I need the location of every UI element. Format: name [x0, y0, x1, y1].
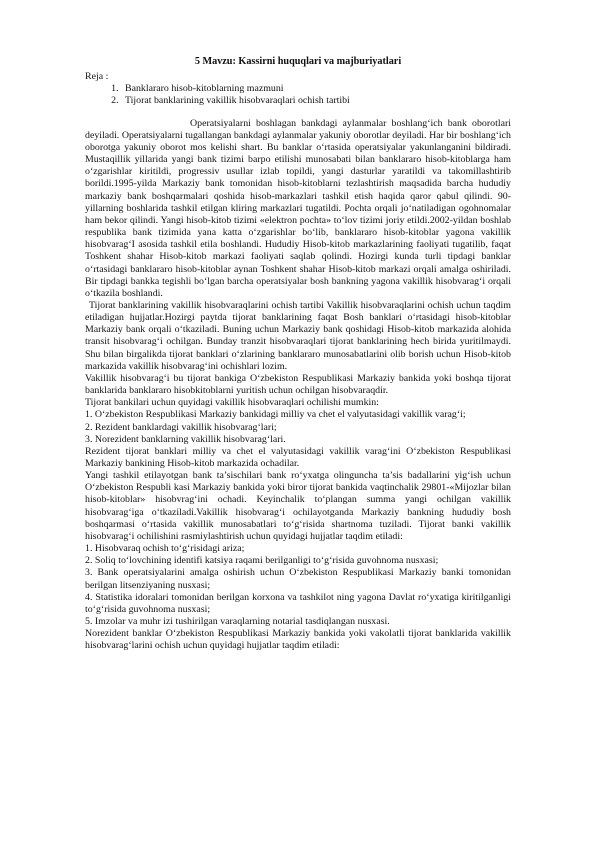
list-item: 2. Rezident banklardagi vakillik hisobvarag‘lari;	[85, 421, 277, 433]
plan-item: 1. Banklararo hisob-kitoblarning mazmuni	[121, 83, 511, 95]
plan-label: Reja :	[85, 71, 109, 83]
body-paragraph: Rezident tijorat banklari milliy va chet el valyutasidagi vakillik varag‘ini O‘zbekiston Respublikasi Markaziy bankining Hisob-kitob markazida ochadilar.	[85, 445, 511, 469]
body-paragraph: Yangi tashkil etilayotgan bank ta’sischilari bank ro‘yxatga olinguncha ta’sis badallarini yig‘ish uchun O‘zbekiston Respubli kasi Markaziy bankida yoki biror tijorat bankida vaqtinchalik 29801-«Mijozlar bilan hisob-kitoblar» hisobvrag‘ini ochadi. Keyinchalik to‘plangan summa yangi ochilgan vakillik hisobvarag‘iga o‘tkaziladi.Vakillik hisobvarag‘i ochilayotganda Markaziy bankning hududiy bosh boshqarmasi o‘rtasida vakillik munosabatlari to‘g‘risida shartnoma tuziladi. Tijorat banki vakillik hisobvarag‘i ochilishini rasmiylashtirish uchun quyidagi hujjatlar taqdim etiladi:	[85, 470, 511, 542]
body-paragraph: Tijorat banklarining vakillik hisobvaraqlarini ochish tartibi Vakillik hisobvaraqlarini ochish uchun taqdim etiladigan hujjatlar.Hozirgi paytda tijorat banklarining faqat Bosh banklari o‘rtasidagi hisob-kitoblar Markaziy bank orqali o‘tkaziladi. Buning uchun Markaziy bank qoshidagi Hisob-kitob markazida alohida transit hisobvarag‘i ochilgan. Bunday tranzit hisobvaraqlari tijorat banklarining hech birida yuritilmaydi. Shu bilan birgalikda tijorat banklari o‘zlarining banklararo munosabatlarini olib borish uchun Hisob-kitob markazida vakillik hisobvarag‘ini ochishlari lozim.	[85, 299, 511, 372]
body-paragraph: Norezident banklar O‘zbekiston Respublikasi Markaziy bankida yoki vakolatli tijorat banklarida vakillik hisobvarag‘larini ochish uchun quyidagi hujjatlar taqdim etiladi:	[85, 628, 511, 652]
list-item: 3. Norezident banklarning vakillik hisobvarag‘lari.	[85, 433, 286, 445]
list-item: 5. Imzolar va muhr izi tushirilgan varaqlarning notarial tasdiqlangan nusxasi.	[85, 616, 390, 628]
plan-list	[85, 83, 511, 107]
list-item: 3. Bank operatsiyalarini amalga oshirish uchun O‘zbekiston Respublikasi Markaziy banki tomonidan berilgan litsenziyaning nusxasi;	[85, 567, 511, 591]
list-item: 1. O‘zbekiston Respublikasi Markaziy bankidagi milliy va chet el valyutasidagi vakillik varag‘i;	[85, 409, 466, 421]
list-item: 2. Soliq to‘lovchining identifi katsiya raqami berilganligi to‘g‘risida guvohnoma nusxasi;	[85, 555, 439, 567]
list-item: 4. Statistika idoralari tomonidan berilgan korxona va tashkilot ning yagona Davlat ro‘yxatiga kiritilganligi to‘g‘risida guvohnoma nusxasi;	[85, 591, 511, 615]
body-paragraph: Tijorat bankilari uchun quyidagi vakillik hisobvaraqlari ochilishi mumkin:	[85, 397, 379, 409]
body-paragraph: Vakillik hisobvarag‘i bu tijorat bankiga O‘zbekiston Respublikasi Markaziy bankida yoki boshqa tijorat banklarida banklararo hisobkitoblarni yuritish uchun ochilgan hisobvaraqdir.	[85, 372, 511, 397]
body-paragraph: Operatsiyalarni boshlagan bankdagi aylanmalar boshlang‘ich bank oborotlari deyiladi. Operatsiyalarni tugallangan bankdagi aylanmalar yakuniy oborotlar deyiladi. Har bir boshlang‘ich oborotga yakuniy oborot mos kelishi shart. Bu banklar o‘rtasida operatsiyalar yakunlanganini bildiradi. Mustaqillik yillarida yangi bank tizimi barpo etilishi munosabati bilan banklararo hisob-kitoblarga ham o‘zgarishlar kiritildi, progressiv usullar izlab topildi, yangi dasturlar yaratildi va takomillashtirib borildi.1995-yilda Markaziy bank tomonidan hisob-kitoblarni tezlashtirish maqsadida barcha hududiy markaziy bank boshqarmalari qoshida hisob-markazlari tashkil etish haqida qaror qabul qilindi. 90-yillarning boshlarida tashkil etilgan kliring markazlari tugatildi. Pochta orqali jo‘natiladigan ogohnomalar ham bekor qilindi. Yangi hisob-kitob tizimi «elektron pochta» to‘lov tizimi joriy etildi.2002-yildan boshlab respublika bank tizimida yana katta o‘zgarishlar bo‘lib, banklararo hisob-kitoblar yagona vakillik hisobvarag‘I asosida tashkil etila boshlandi. Hududiy Hisob-kitob markazlarining faoliyati tugatilib, faqat Toshkent shahar Hisob-kitob markazi faoliyati saqlab qolindi. Hozirgi kunda turli tipdagi banklar o‘rtasidagi banklararo hisob-kitoblar aynan Toshkent shahar Hisob-kitob markazi orqali amalga oshiriladi. Bir tipdagi bankka tegishli bo‘lgan barcha operatsiyalar bosh bankning yagona vakillik hisobvarag‘i orqali o‘tkazila boshlandi.	[85, 117, 511, 299]
plan-item: 2. Tijorat banklarining vakillik hisobvaraqlari ochish tartibi	[121, 95, 511, 107]
list-item: 1. Hisobvaraq ochish to‘g‘risidagi ariza;	[85, 543, 245, 555]
page-title: 5 Mavzu: Kassirni huquqlari va majburiyatlari	[194, 56, 402, 67]
